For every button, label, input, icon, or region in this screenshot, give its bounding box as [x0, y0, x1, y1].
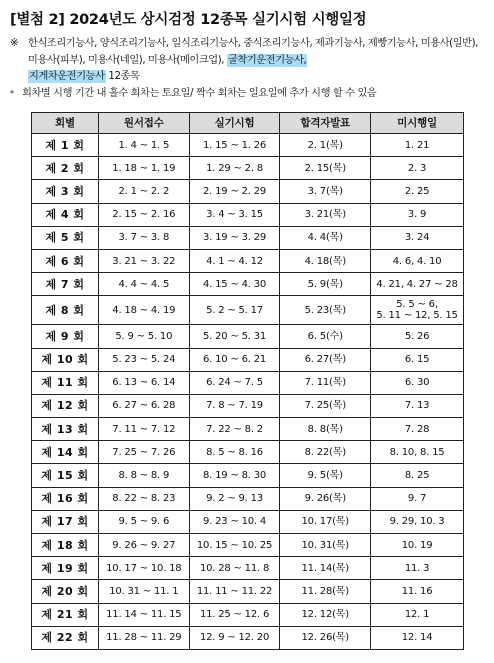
result-date-cell: 5. 9(목) [280, 273, 371, 296]
application-period-cell: 7. 11 ~ 7. 12 [98, 418, 189, 441]
application-period-cell: 2. 1 ~ 2. 2 [98, 180, 189, 203]
round-cell: 제 7 회 [32, 273, 99, 296]
non-operating-days-cell [371, 371, 464, 394]
table-row [32, 296, 464, 325]
non-operating-days-cell [371, 441, 464, 464]
exam-period-cell: 3. 19 ~ 3. 29 [189, 226, 280, 249]
non-operating-days-cell [371, 180, 464, 203]
exam-period-cell: 7. 8 ~ 7. 19 [189, 394, 280, 417]
round-cell: 제 6 회 [32, 249, 99, 272]
non-operating-days-cell [371, 487, 464, 510]
non-operating-days-cell [371, 418, 464, 441]
note-item-count: 12종목 [108, 71, 140, 82]
result-date-cell: 8. 8(목) [280, 418, 371, 441]
table-row [32, 157, 464, 180]
table-row [32, 580, 464, 603]
header-non-operating-days: 미시행일 [371, 113, 464, 134]
application-period-cell: 11. 14 ~ 11. 15 [98, 603, 189, 626]
result-date-cell: 3. 21(목) [280, 203, 371, 226]
round-cell: 제 10 회 [32, 348, 99, 371]
table-row [32, 534, 464, 557]
non-operating-days-cell [371, 464, 464, 487]
header-round: 회별 [32, 113, 99, 134]
application-period-cell: 9. 5 ~ 9. 6 [98, 510, 189, 533]
non-operating-days-cell [371, 626, 464, 649]
round-cell: 제 22 회 [32, 626, 99, 649]
application-period-cell: 10. 31 ~ 11. 1 [98, 580, 189, 603]
round-cell: 제 13 회 [32, 418, 99, 441]
schedule-table [31, 112, 464, 650]
round-cell: 제 1 회 [32, 134, 99, 157]
application-period-cell: 5. 9 ~ 5. 10 [98, 325, 189, 348]
non-operating-day-text: 4. 6, 4. 10 [392, 255, 442, 267]
non-operating-days-cell [371, 510, 464, 533]
application-period-cell: 8. 22 ~ 8. 23 [98, 487, 189, 510]
application-period-cell: 10. 17 ~ 10. 18 [98, 557, 189, 580]
round-cell: 제 12 회 [32, 394, 99, 417]
round-cell: 제 9 회 [32, 325, 99, 348]
round-cell: 제 5 회 [32, 226, 99, 249]
table-row [32, 603, 464, 626]
application-period-cell: 4. 4 ~ 4. 5 [98, 273, 189, 296]
header-result-announcement: 합격자발표 [280, 113, 371, 134]
result-date-cell: 3. 7(목) [280, 180, 371, 203]
round-cell: 제 15 회 [32, 464, 99, 487]
non-operating-days-cell [371, 249, 464, 272]
round-cell: 제 18 회 [32, 534, 99, 557]
non-operating-days-cell [371, 157, 464, 180]
result-date-cell: 11. 14(목) [280, 557, 371, 580]
result-date-cell: 9. 5(목) [280, 464, 371, 487]
application-period-cell: 5. 23 ~ 5. 24 [98, 348, 189, 371]
application-period-cell: 1. 18 ~ 1. 19 [98, 157, 189, 180]
exam-period-cell: 6. 10 ~ 6. 21 [189, 348, 280, 371]
result-date-cell: 6. 5(수) [280, 325, 371, 348]
non-operating-days-cell [371, 134, 464, 157]
reference-mark: ※ [10, 38, 19, 49]
non-operating-days-cell [371, 226, 464, 249]
exam-period-cell: 1. 15 ~ 1. 26 [189, 134, 280, 157]
table-row [32, 418, 464, 441]
result-date-cell: 10. 17(목) [280, 510, 371, 533]
exam-period-cell: 4. 15 ~ 4. 30 [189, 273, 280, 296]
table-row [32, 441, 464, 464]
application-period-cell: 6. 27 ~ 6. 28 [98, 394, 189, 417]
table-row [32, 134, 464, 157]
exam-period-cell: 11. 11 ~ 11. 22 [189, 580, 280, 603]
round-cell: 제 3 회 [32, 180, 99, 203]
application-period-cell: 6. 13 ~ 6. 14 [98, 371, 189, 394]
non-operating-day-text: 9. 7 [407, 493, 427, 505]
result-date-cell: 11. 28(목) [280, 580, 371, 603]
exam-period-cell: 5. 2 ~ 5. 17 [189, 296, 280, 325]
result-date-cell: 5. 23(목) [280, 296, 371, 325]
result-date-cell: 4. 4(목) [280, 226, 371, 249]
table-row [32, 273, 464, 296]
table-row [32, 394, 464, 417]
table-row [32, 626, 464, 649]
non-operating-days-cell [371, 603, 464, 626]
non-operating-day-text: 5. 11 ~ 12, 5. 15 [376, 310, 458, 322]
exam-period-cell: 6. 24 ~ 7. 5 [189, 371, 280, 394]
exam-period-cell: 8. 19 ~ 8. 30 [189, 464, 280, 487]
non-operating-day-text: 12. 14 [401, 632, 433, 644]
exam-period-cell: 3. 4 ~ 3. 15 [189, 203, 280, 226]
table-row [32, 557, 464, 580]
result-date-cell: 4. 18(목) [280, 249, 371, 272]
table-row [32, 249, 464, 272]
application-period-cell: 2. 15 ~ 2. 16 [98, 203, 189, 226]
application-period-cell: 11. 28 ~ 11. 29 [98, 626, 189, 649]
non-operating-days-cell [371, 325, 464, 348]
exam-period-cell: 8. 5 ~ 8. 16 [189, 441, 280, 464]
round-cell: 제 4 회 [32, 203, 99, 226]
note-weekend-text: 회차별 시행 기간 내 홀수 회차는 토요일/ 짝수 회차는 일요일에 추가 시행 할 수 있음 [22, 87, 377, 99]
exam-period-cell: 4. 1 ~ 4. 12 [189, 249, 280, 272]
application-period-cell: 3. 21 ~ 3. 22 [98, 249, 189, 272]
result-date-cell: 12. 26(목) [280, 626, 371, 649]
non-operating-day-text: 2. 3 [407, 162, 427, 174]
exam-period-cell: 10. 28 ~ 11. 8 [189, 557, 280, 580]
non-operating-day-text: 12. 1 [404, 609, 430, 621]
page-title: [별첨 2] 2024년도 상시검정 12종목 실기시험 시행일정 [10, 12, 367, 28]
table-row [32, 226, 464, 249]
result-date-cell: 6. 27(목) [280, 348, 371, 371]
non-operating-day-text: 8. 10, 8. 15 [389, 446, 445, 458]
result-date-cell: 12. 12(목) [280, 603, 371, 626]
table-row [32, 325, 464, 348]
note-item-list: 한식조리기능사, 양식조리기능사, 일식조리기능사, 중식조리기능사, 제과기능사, 제빵기능사, 미용사(일반), 미용사(피부), 미용사(네일), 미용사(메이크업), [28, 38, 479, 66]
table-row [32, 180, 464, 203]
non-operating-day-text: 11. 3 [404, 562, 430, 574]
non-operating-day-text: 8. 25 [404, 470, 430, 482]
note-applicable-items [10, 36, 480, 86]
header-practical-exam: 실기시험 [189, 113, 280, 134]
exam-period-cell: 11. 25 ~ 12. 6 [189, 603, 280, 626]
exam-period-cell: 7. 22 ~ 8. 2 [189, 418, 280, 441]
table-row [32, 203, 464, 226]
application-period-cell: 9. 26 ~ 9. 27 [98, 534, 189, 557]
table-row [32, 371, 464, 394]
table-header-row [32, 113, 464, 134]
non-operating-day-text: 7. 13 [404, 400, 430, 412]
round-cell: 제 20 회 [32, 580, 99, 603]
non-operating-day-text: 5. 5 ~ 6, [396, 299, 438, 311]
exam-period-cell: 9. 2 ~ 9. 13 [189, 487, 280, 510]
non-operating-day-text: 2. 25 [404, 185, 430, 197]
table-row [32, 487, 464, 510]
non-operating-days-cell [371, 203, 464, 226]
result-date-cell: 10. 31(목) [280, 534, 371, 557]
note-weekend-session [10, 86, 480, 103]
non-operating-day-text: 3. 9 [407, 209, 427, 221]
non-operating-day-text: 10. 19 [401, 539, 433, 551]
non-operating-days-cell [371, 557, 464, 580]
round-cell: 제 11 회 [32, 371, 99, 394]
application-period-cell: 7. 25 ~ 7. 26 [98, 441, 189, 464]
non-operating-day-text: 4. 21, 4. 27 ~ 28 [376, 278, 458, 290]
asterisk-mark: * [10, 88, 14, 98]
result-date-cell: 2. 15(목) [280, 157, 371, 180]
table-row [32, 348, 464, 371]
non-operating-day-text: 7. 28 [404, 423, 430, 435]
application-period-cell: 1. 4 ~ 1. 5 [98, 134, 189, 157]
highlight-excavator: 굴착기운전기능사, [227, 54, 307, 66]
non-operating-day-text: 11. 16 [401, 585, 433, 597]
round-cell: 제 19 회 [32, 557, 99, 580]
round-cell: 제 2 회 [32, 157, 99, 180]
table-row [32, 464, 464, 487]
application-period-cell: 4. 18 ~ 4. 19 [98, 296, 189, 325]
exam-period-cell: 10. 15 ~ 10. 25 [189, 534, 280, 557]
non-operating-days-cell [371, 296, 464, 325]
exam-period-cell: 9. 23 ~ 10. 4 [189, 510, 280, 533]
non-operating-day-text: 3. 24 [404, 232, 430, 244]
exam-period-cell: 1. 29 ~ 2. 8 [189, 157, 280, 180]
non-operating-day-text: 5. 26 [404, 330, 430, 342]
non-operating-days-cell [371, 534, 464, 557]
non-operating-days-cell [371, 273, 464, 296]
header-application: 원서접수 [98, 113, 189, 134]
non-operating-day-text: 6. 15 [404, 354, 430, 366]
notes-section [10, 36, 480, 102]
non-operating-day-text: 6. 30 [404, 377, 430, 389]
highlight-forklift: 지게차운전기능사 [29, 71, 105, 82]
exam-period-cell: 2. 19 ~ 2. 29 [189, 180, 280, 203]
result-date-cell: 8. 22(목) [280, 441, 371, 464]
application-period-cell: 3. 7 ~ 3. 8 [98, 226, 189, 249]
non-operating-days-cell [371, 348, 464, 371]
non-operating-day-text: 9. 29, 10. 3 [389, 516, 445, 528]
application-period-cell: 8. 8 ~ 8. 9 [98, 464, 189, 487]
exam-period-cell: 12. 9 ~ 12. 20 [189, 626, 280, 649]
round-cell: 제 17 회 [32, 510, 99, 533]
round-cell: 제 21 회 [32, 603, 99, 626]
exam-period-cell: 5. 20 ~ 5. 31 [189, 325, 280, 348]
non-operating-days-cell [371, 394, 464, 417]
result-date-cell: 2. 1(목) [280, 134, 371, 157]
round-cell: 제 16 회 [32, 487, 99, 510]
result-date-cell: 7. 25(목) [280, 394, 371, 417]
non-operating-day-text: 1. 21 [404, 139, 430, 151]
result-date-cell: 7. 11(목) [280, 371, 371, 394]
non-operating-days-cell [371, 580, 464, 603]
round-cell: 제 8 회 [32, 296, 99, 325]
round-cell: 제 14 회 [32, 441, 99, 464]
result-date-cell: 9. 26(목) [280, 487, 371, 510]
table-row [32, 510, 464, 533]
